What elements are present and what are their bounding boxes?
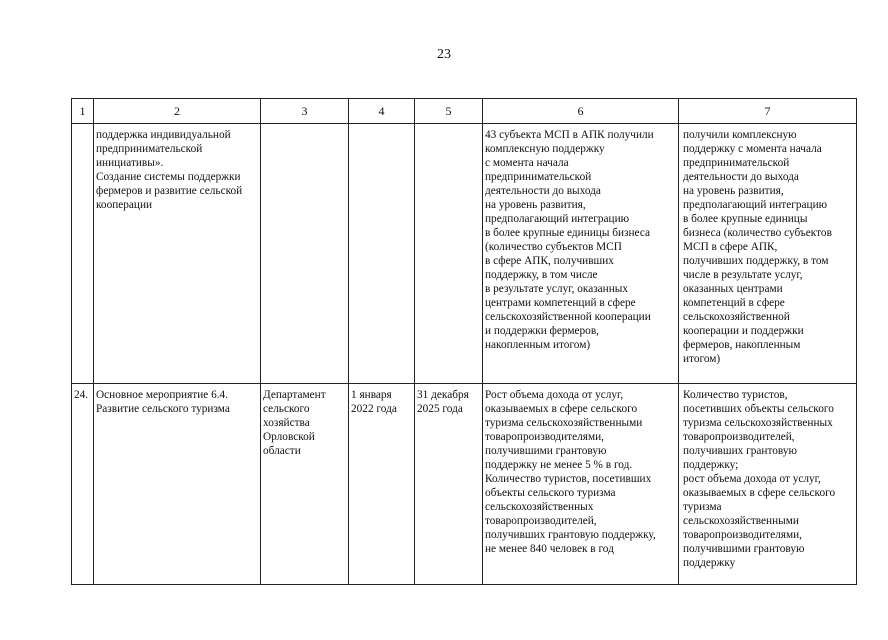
table-header-row xyxy=(72,99,857,124)
measure-name-cell: Основное мероприятие 6.4. Развитие сельского туризма xyxy=(94,384,261,585)
expected-result-cell: Рост объема дохода от услуг, оказываемых в сфере сельского туризма сельскохозяйственными товаропроизводителями, получившими грантовую поддержку не менее 5 % в год. Количество туристов, посетивших объекты сельского туризма сельскохозяйственных товаропроизводителей, получивших грантовую поддержку, не менее 840 человек в год xyxy=(483,384,679,585)
indicator-link-cell: получили комплексную поддержку с момента начала предпринимательской деятельности до выхода на уровень развития, предполагающий интеграцию в более крупные единицы бизнеса (количество субъектов МСП в сфере АПК, получивших поддержку, в том числе в результате услуг, оказанных центрами компетенций в сфере сельскохозяйственной кооперации и поддержки фермеров, накопленным итогом) xyxy=(679,124,857,384)
expected-result-cell: 43 субъекта МСП в АПК получили комплексную поддержку с момента начала предпринимательской деятельности до выхода на уровень развития, предполагающий интеграцию в более крупные единицы бизнеса (количество субъектов МСП в сфере АПК, получивших поддержку, в том числе в результате услуг, оказанных центрами компетенций в сфере сельскохозяйственной кооперации и поддержки фермеров, накопленным итогом) xyxy=(483,124,679,384)
header-cell-5: 5 xyxy=(415,99,483,124)
header-cell-6: 6 xyxy=(483,99,679,124)
measure-name-cell: поддержка индивидуальной предпринимательской инициативы». Создание системы поддержки фермеров и развитие сельской кооперации xyxy=(94,124,261,384)
start-date-cell: 1 января 2022 года xyxy=(349,384,415,585)
header-cell-2: 2 xyxy=(94,99,261,124)
start-date-cell xyxy=(349,124,415,384)
end-date-cell xyxy=(415,124,483,384)
row-number-cell xyxy=(72,124,94,384)
header-cell-1: 1 xyxy=(72,99,94,124)
row-number-cell: 24. xyxy=(72,384,94,585)
header-cell-7: 7 xyxy=(679,99,857,124)
header-cell-3: 3 xyxy=(261,99,349,124)
responsible-cell: Департамент сельского хозяйства Орловской области xyxy=(261,384,349,585)
table-row xyxy=(72,124,857,384)
measures-table xyxy=(71,98,857,585)
table-row xyxy=(72,384,857,585)
responsible-cell xyxy=(261,124,349,384)
indicator-link-cell: Количество туристов, посетивших объекты сельского туризма сельскохозяйственных товаропроизводителей, получивших грантовую поддержку; рост объема дохода от услуг, оказываемых в сфере сельского туризма сельскохозяйственными товаропроизводителями, получившими грантовую поддержку xyxy=(679,384,857,585)
end-date-cell: 31 декабря 2025 года xyxy=(415,384,483,585)
page-number: 23 xyxy=(437,47,451,62)
header-cell-4: 4 xyxy=(349,99,415,124)
